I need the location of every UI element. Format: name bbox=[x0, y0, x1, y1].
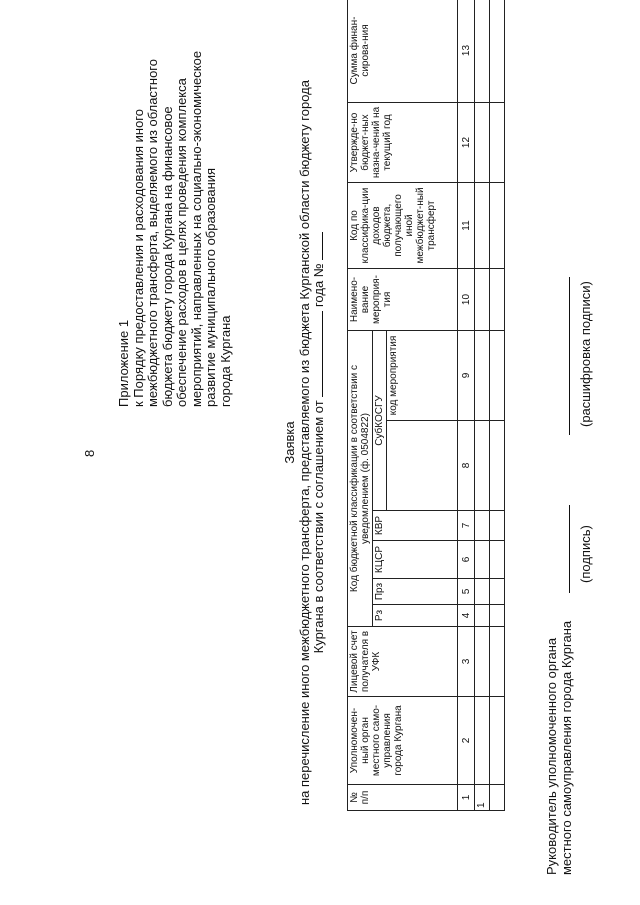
appendix-line: межбюджетного трансферта, выделяемого из областного bbox=[145, 59, 160, 407]
header-income-code: Код по классифика-ции доходов бюджета, получающего иной межбюджет-ный трансферт bbox=[348, 183, 458, 269]
table-cell bbox=[490, 605, 505, 627]
header-num: № п/п bbox=[348, 785, 458, 811]
table-cell bbox=[490, 627, 505, 697]
table-cell: 1 bbox=[458, 785, 475, 811]
header-rz: Рз bbox=[373, 605, 458, 627]
title-line-2 bbox=[312, 70, 327, 815]
header-approved: Утвержде-но бюджет-ных назна-чений на текущий год bbox=[348, 103, 458, 183]
appendix-line: Приложение 1 bbox=[116, 319, 131, 407]
header-budget-code: Код бюджетной классификации в соответствии с уведомлением (ф. 0504822) bbox=[348, 331, 373, 627]
table-cell: 8 bbox=[458, 421, 475, 511]
table-cell bbox=[475, 269, 490, 331]
appendix-line: мероприятий, направленных на социально-экономическое bbox=[188, 50, 204, 407]
table-cell: 11 bbox=[458, 183, 475, 269]
table-cell bbox=[475, 627, 490, 697]
table-cell bbox=[490, 697, 505, 785]
table-row bbox=[490, 0, 505, 811]
agreement-date-blank bbox=[312, 311, 323, 397]
table-cell bbox=[490, 541, 505, 579]
table-cell bbox=[475, 331, 490, 421]
table-cell: 5 bbox=[458, 579, 475, 605]
table-cell: 12 bbox=[458, 103, 475, 183]
appendix-line: развитие муниципального образования bbox=[203, 167, 218, 407]
table-cell bbox=[490, 421, 505, 511]
signature-line bbox=[569, 505, 570, 593]
signature-role-line-2: местного самоуправления города Кургана bbox=[558, 620, 574, 875]
header-prz: Прз bbox=[373, 579, 458, 605]
page-number: 8 bbox=[82, 449, 97, 457]
table-cell bbox=[490, 785, 505, 811]
appendix-line: обеспечение расходов в целях проведения комплекса bbox=[174, 78, 189, 407]
header-event-code: код мероприятия bbox=[387, 331, 458, 421]
table-cell bbox=[475, 103, 490, 183]
table-cell bbox=[490, 331, 505, 421]
header-subkosgu-blank bbox=[387, 421, 458, 511]
table-cell bbox=[490, 103, 505, 183]
table-cell: 4 bbox=[458, 605, 475, 627]
title-heading: Заявка bbox=[282, 421, 297, 464]
header-organ: Уполномочен-ный орган местного само-управления города Кургана bbox=[348, 697, 458, 785]
title-line-2-b: года № bbox=[311, 263, 326, 308]
table-cell: 9 bbox=[458, 331, 475, 421]
agreement-number-blank bbox=[312, 232, 323, 260]
table-cell bbox=[475, 0, 490, 103]
document-title bbox=[283, 70, 327, 815]
table-cell: 7 bbox=[458, 511, 475, 541]
appendix-line: города Кургана bbox=[217, 315, 233, 407]
header-account: Лицевой счет получателя в УФК bbox=[348, 627, 458, 697]
table-row bbox=[475, 0, 490, 811]
table-cell bbox=[490, 183, 505, 269]
title-line-1: на перечисление иного межбюджетного трансферта, представляемого из бюджета Курганской области бюджету города bbox=[296, 80, 312, 805]
header-subkosgu: СубКОСГУ bbox=[373, 331, 387, 511]
table-cell: 10 bbox=[458, 269, 475, 331]
decode-line bbox=[569, 277, 570, 435]
table-cell bbox=[490, 579, 505, 605]
table-cell: 1 bbox=[475, 785, 490, 811]
table-cell bbox=[475, 697, 490, 785]
table-cell: 13 bbox=[458, 0, 475, 103]
table-cell bbox=[475, 421, 490, 511]
header-event-name: Наимено-вание мероприя-тия bbox=[348, 269, 458, 331]
table-cell: 6 bbox=[458, 541, 475, 579]
table-row-column-numbers bbox=[458, 0, 475, 811]
table-cell bbox=[475, 579, 490, 605]
appendix-line: бюджета бюджету города Кургана на финансовое bbox=[159, 106, 175, 407]
title-line-2-a: Кургана в соответствии с соглашением от bbox=[311, 400, 326, 654]
table-cell bbox=[490, 0, 505, 103]
table-cell bbox=[475, 511, 490, 541]
table-cell bbox=[475, 183, 490, 269]
signature-role bbox=[545, 621, 574, 875]
table-header-row bbox=[348, 0, 373, 811]
table-cell: 2 bbox=[458, 697, 475, 785]
table-cell bbox=[490, 511, 505, 541]
signature-role-line-1: Руководитель уполномоченного органа bbox=[544, 637, 559, 875]
header-sum: Сумма финан-сирова-ния bbox=[348, 0, 458, 103]
table-cell bbox=[475, 541, 490, 579]
request-table bbox=[347, 0, 505, 811]
appendix-line: к Порядку предоставления и расходования иного bbox=[130, 109, 146, 407]
table-cell bbox=[475, 605, 490, 627]
appendix-note bbox=[117, 47, 233, 407]
header-kcsr: КЦСР bbox=[373, 541, 458, 579]
table-cell bbox=[490, 269, 505, 331]
table-cell: 3 bbox=[458, 627, 475, 697]
header-kvr: КВР bbox=[373, 511, 458, 541]
decode-caption: (расшифровка подписи) bbox=[578, 281, 593, 427]
signature-caption: (подпись) bbox=[578, 525, 593, 583]
